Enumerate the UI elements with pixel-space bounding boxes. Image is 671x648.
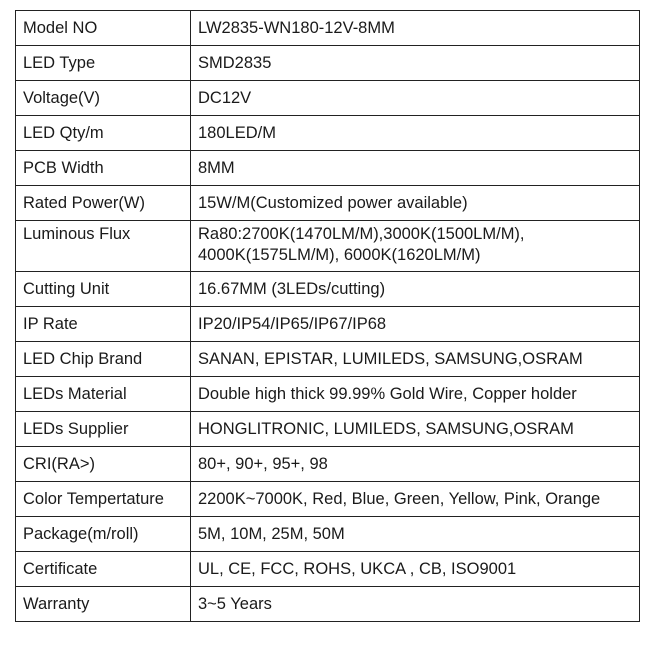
spec-label: LEDs Material — [16, 377, 191, 412]
spec-label: LEDs Supplier — [16, 412, 191, 447]
spec-value — [191, 11, 640, 46]
spec-value — [191, 46, 640, 81]
spec-value-line: 5M, 10M, 25M, 50M — [198, 525, 345, 543]
spec-value — [191, 552, 640, 587]
spec-value-line: HONGLITRONIC, LUMILEDS, SAMSUNG,OSRAM — [198, 420, 574, 438]
spec-value-line: Double high thick 99.99% Gold Wire, Copper holder — [198, 385, 577, 403]
spec-value-line: DC12V — [198, 89, 252, 107]
spec-value — [191, 482, 640, 517]
spec-label: Rated Power(W) — [16, 186, 191, 221]
spec-value-line: 8MM — [198, 159, 235, 177]
spec-value — [191, 272, 640, 307]
table-row — [16, 81, 640, 116]
spec-value — [191, 587, 640, 622]
spec-label: Package(m/roll) — [16, 517, 191, 552]
spec-value-line: 15W/M(Customized power available) — [198, 194, 468, 212]
spec-table-body — [16, 11, 640, 622]
spec-value — [191, 517, 640, 552]
spec-value — [191, 447, 640, 482]
table-row — [16, 11, 640, 46]
table-row — [16, 587, 640, 622]
spec-label: IP Rate — [16, 307, 191, 342]
table-row — [16, 272, 640, 307]
spec-value-line: 80+, 90+, 95+, 98 — [198, 455, 328, 473]
spec-label: Color Tempertature — [16, 482, 191, 517]
spec-value-line: SANAN, EPISTAR, LUMILEDS, SAMSUNG,OSRAM — [198, 350, 583, 368]
spec-label: LED Type — [16, 46, 191, 81]
spec-value-line: 16.67MM (3LEDs/cutting) — [198, 280, 386, 298]
spec-value — [191, 81, 640, 116]
spec-value — [191, 186, 640, 221]
spec-label: Warranty — [16, 587, 191, 622]
spec-value-line: 180LED/M — [198, 124, 276, 142]
spec-value — [191, 377, 640, 412]
spec-value-line: 3~5 Years — [198, 595, 272, 613]
spec-value — [191, 221, 640, 272]
spec-label: Voltage(V) — [16, 81, 191, 116]
spec-value — [191, 412, 640, 447]
spec-value — [191, 116, 640, 151]
table-row — [16, 46, 640, 81]
spec-label: Luminous Flux — [16, 221, 191, 272]
table-row — [16, 517, 640, 552]
table-row — [16, 221, 640, 272]
table-row — [16, 377, 640, 412]
spec-label: LED Chip Brand — [16, 342, 191, 377]
table-row — [16, 552, 640, 587]
table-row — [16, 307, 640, 342]
spec-label: CRI(RA>) — [16, 447, 191, 482]
spec-label: Cutting Unit — [16, 272, 191, 307]
spec-label: PCB Width — [16, 151, 191, 186]
spec-value — [191, 342, 640, 377]
spec-label: LED Qty/m — [16, 116, 191, 151]
spec-value-line: Ra80:2700K(1470LM/M),3000K(1500LM/M), — [198, 225, 525, 243]
table-row — [16, 412, 640, 447]
spec-label: Model NO — [16, 11, 191, 46]
table-row — [16, 116, 640, 151]
spec-value-line: SMD2835 — [198, 54, 272, 72]
spec-label: Certificate — [16, 552, 191, 587]
spec-value-line: UL, CE, FCC, ROHS, UKCA , CB, ISO9001 — [198, 560, 517, 578]
spec-value-line: IP20/IP54/IP65/IP67/IP68 — [198, 315, 387, 333]
spec-value-line: 2200K~7000K, Red, Blue, Green, Yellow, Pink, Orange — [198, 490, 601, 508]
table-row — [16, 342, 640, 377]
spec-value-line: 4000K(1575LM/M), 6000K(1620LM/M) — [198, 246, 481, 264]
table-row — [16, 186, 640, 221]
table-row — [16, 482, 640, 517]
spec-value — [191, 307, 640, 342]
table-row — [16, 151, 640, 186]
spec-table — [15, 10, 640, 622]
spec-value-line: LW2835-WN180-12V-8MM — [198, 19, 395, 37]
spec-value — [191, 151, 640, 186]
table-row — [16, 447, 640, 482]
